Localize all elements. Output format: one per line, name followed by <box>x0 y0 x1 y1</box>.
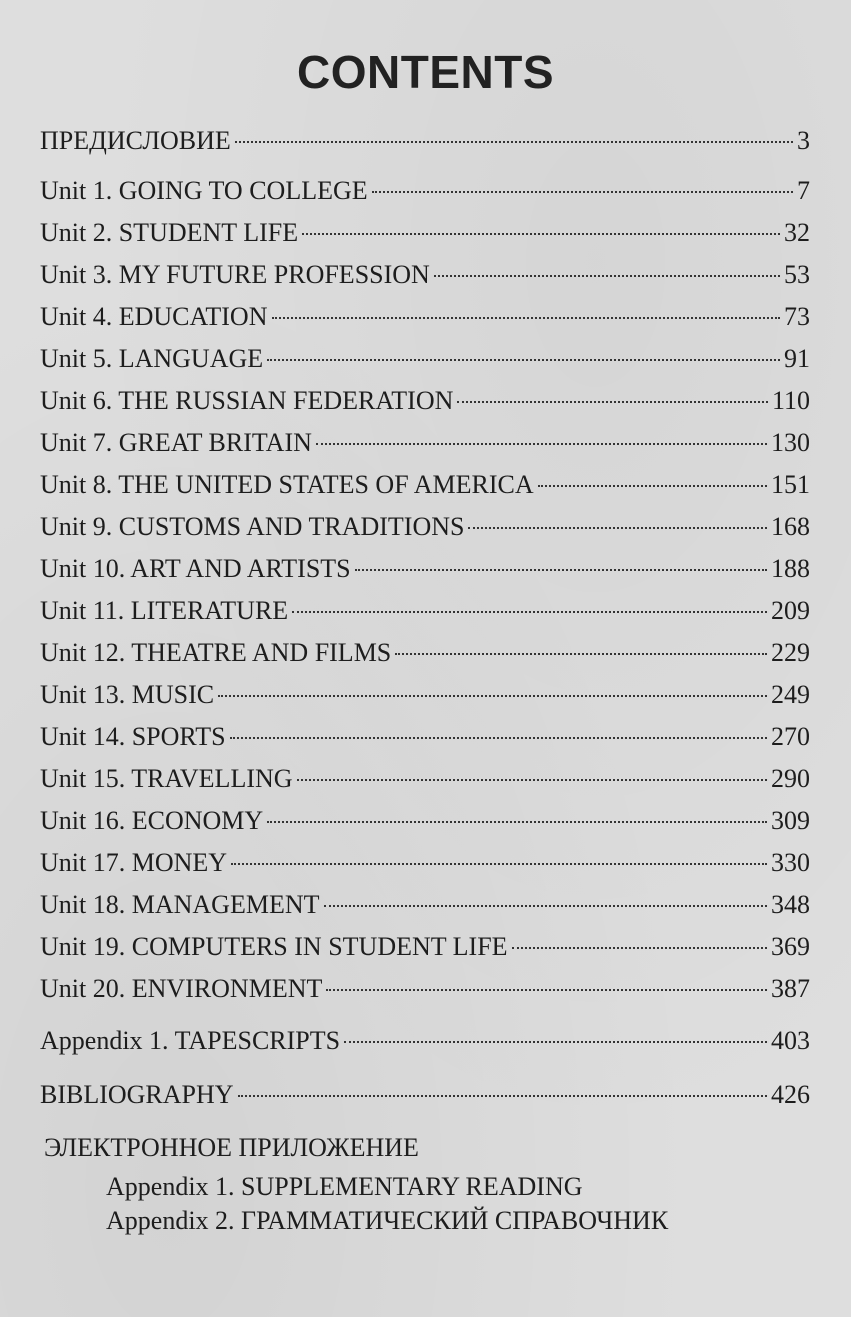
toc-entry-unit-16 <box>40 800 810 842</box>
dot-leader <box>302 233 780 235</box>
toc-entry-unit-5 <box>40 338 810 380</box>
toc-entry-label: Unit 11. LITERATURE <box>40 596 289 625</box>
toc-entry-label: Unit 5. LANGUAGE <box>40 344 264 373</box>
toc-page-number: 249 <box>771 680 810 709</box>
toc-page-number: 403 <box>771 1026 810 1055</box>
toc-entry-unit-2 <box>40 212 810 254</box>
toc-entry-unit-7 <box>40 422 810 464</box>
dot-leader <box>292 611 767 613</box>
toc-entry-unit-1 <box>40 170 810 212</box>
page-title: CONTENTS <box>297 46 554 98</box>
dot-leader <box>267 821 767 823</box>
toc-entry-preface <box>40 120 810 162</box>
toc-page-number: 426 <box>771 1080 810 1109</box>
toc-entry-unit-8 <box>40 464 810 506</box>
toc-entry-unit-14 <box>40 716 810 758</box>
toc-entry-unit-13 <box>40 674 810 716</box>
toc-page-number: 229 <box>771 638 810 667</box>
toc-page-number: 110 <box>771 386 810 415</box>
dot-leader <box>326 989 767 991</box>
electronic-appendix-1: Appendix 1. SUPPLEMENTARY READING <box>106 1172 583 1201</box>
toc-entry-unit-9 <box>40 506 810 548</box>
dot-leader <box>316 443 767 445</box>
toc-entry-label: Unit 13. MUSIC <box>40 680 215 709</box>
toc-entry-label: Unit 18. MANAGEMENT <box>40 890 320 919</box>
toc-entry-label: Unit 8. THE UNITED STATES OF AMERICA <box>40 470 534 499</box>
dot-leader <box>355 569 767 571</box>
toc-entry-label: Unit 4. EDUCATION <box>40 302 268 331</box>
toc-entry-label: Appendix 1. TAPESCRIPTS <box>40 1026 341 1055</box>
toc-page-number: 32 <box>784 218 810 247</box>
dot-leader <box>272 317 781 319</box>
toc-entry-unit-10 <box>40 548 810 590</box>
toc-entry-unit-4 <box>40 296 810 338</box>
dot-leader <box>324 905 768 907</box>
toc-entry-unit-19 <box>40 926 810 968</box>
toc-entry-label: Unit 6. THE RUSSIAN FEDERATION <box>40 386 454 415</box>
toc-page-number: 151 <box>771 470 810 499</box>
toc-entry-label: ПРЕДИСЛОВИЕ <box>40 126 231 155</box>
toc-entry-appendix-1 <box>40 1020 810 1062</box>
dot-leader <box>235 141 793 143</box>
toc-page-number: 369 <box>771 932 810 961</box>
table-of-contents <box>40 120 810 1116</box>
dot-leader <box>395 653 767 655</box>
toc-page-number: 91 <box>784 344 810 373</box>
toc-entry-unit-18 <box>40 884 810 926</box>
toc-page-number: 7 <box>797 176 810 205</box>
toc-entry-unit-12 <box>40 632 810 674</box>
toc-entry-label: BIBLIOGRAPHY <box>40 1080 234 1109</box>
toc-entry-bibliography <box>40 1074 810 1116</box>
toc-entry-label: Unit 14. SPORTS <box>40 722 226 751</box>
toc-entry-label: Unit 17. MONEY <box>40 848 228 877</box>
electronic-section-heading: ЭЛЕКТРОННОЕ ПРИЛОЖЕНИЕ <box>44 1133 419 1162</box>
toc-page-number: 330 <box>771 848 810 877</box>
toc-entry-unit-3 <box>40 254 810 296</box>
toc-page-number: 387 <box>771 974 810 1003</box>
dot-leader <box>267 359 780 361</box>
toc-page-number: 3 <box>797 126 810 155</box>
toc-entry-label: Unit 15. TRAVELLING <box>40 764 293 793</box>
toc-entry-label: Unit 7. GREAT BRITAIN <box>40 428 312 457</box>
toc-page-number: 130 <box>771 428 810 457</box>
dot-leader <box>344 1041 767 1043</box>
toc-page-number: 270 <box>771 722 810 751</box>
toc-entry-label: Unit 1. GOING TO COLLEGE <box>40 176 368 205</box>
dot-leader <box>457 401 768 403</box>
toc-entry-label: Unit 20. ENVIRONMENT <box>40 974 323 1003</box>
dot-leader <box>434 275 780 277</box>
toc-entry-unit-17 <box>40 842 810 884</box>
toc-page-number: 73 <box>784 302 810 331</box>
toc-entry-unit-11 <box>40 590 810 632</box>
toc-page-number: 53 <box>784 260 810 289</box>
dot-leader <box>230 737 767 739</box>
toc-entry-label: Unit 19. COMPUTERS IN STUDENT LIFE <box>40 932 508 961</box>
toc-page-number: 290 <box>771 764 810 793</box>
toc-page-number: 209 <box>771 596 810 625</box>
electronic-appendix-2: Appendix 2. ГРАММАТИЧЕСКИЙ СПРАВОЧНИК <box>106 1206 669 1235</box>
dot-leader <box>512 947 767 949</box>
toc-entry-label: Unit 16. ECONOMY <box>40 806 264 835</box>
toc-page-number: 309 <box>771 806 810 835</box>
toc-entry-label: Unit 3. MY FUTURE PROFESSION <box>40 260 430 289</box>
toc-page-number: 348 <box>771 890 810 919</box>
toc-entry-label: Unit 12. THEATRE AND FILMS <box>40 638 392 667</box>
toc-entry-unit-6 <box>40 380 810 422</box>
toc-page-number: 188 <box>771 554 810 583</box>
dot-leader <box>468 527 767 529</box>
toc-page-number: 168 <box>771 512 810 541</box>
dot-leader <box>372 191 793 193</box>
dot-leader <box>538 485 767 487</box>
dot-leader <box>218 695 767 697</box>
toc-entry-label: Unit 2. STUDENT LIFE <box>40 218 299 247</box>
toc-entry-label: Unit 9. CUSTOMS AND TRADITIONS <box>40 512 465 541</box>
toc-entry-label: Unit 10. ART AND ARTISTS <box>40 554 351 583</box>
dot-leader <box>238 1095 767 1097</box>
dot-leader <box>231 863 767 865</box>
toc-entry-unit-15 <box>40 758 810 800</box>
toc-entry-unit-20 <box>40 968 810 1010</box>
dot-leader <box>297 779 767 781</box>
